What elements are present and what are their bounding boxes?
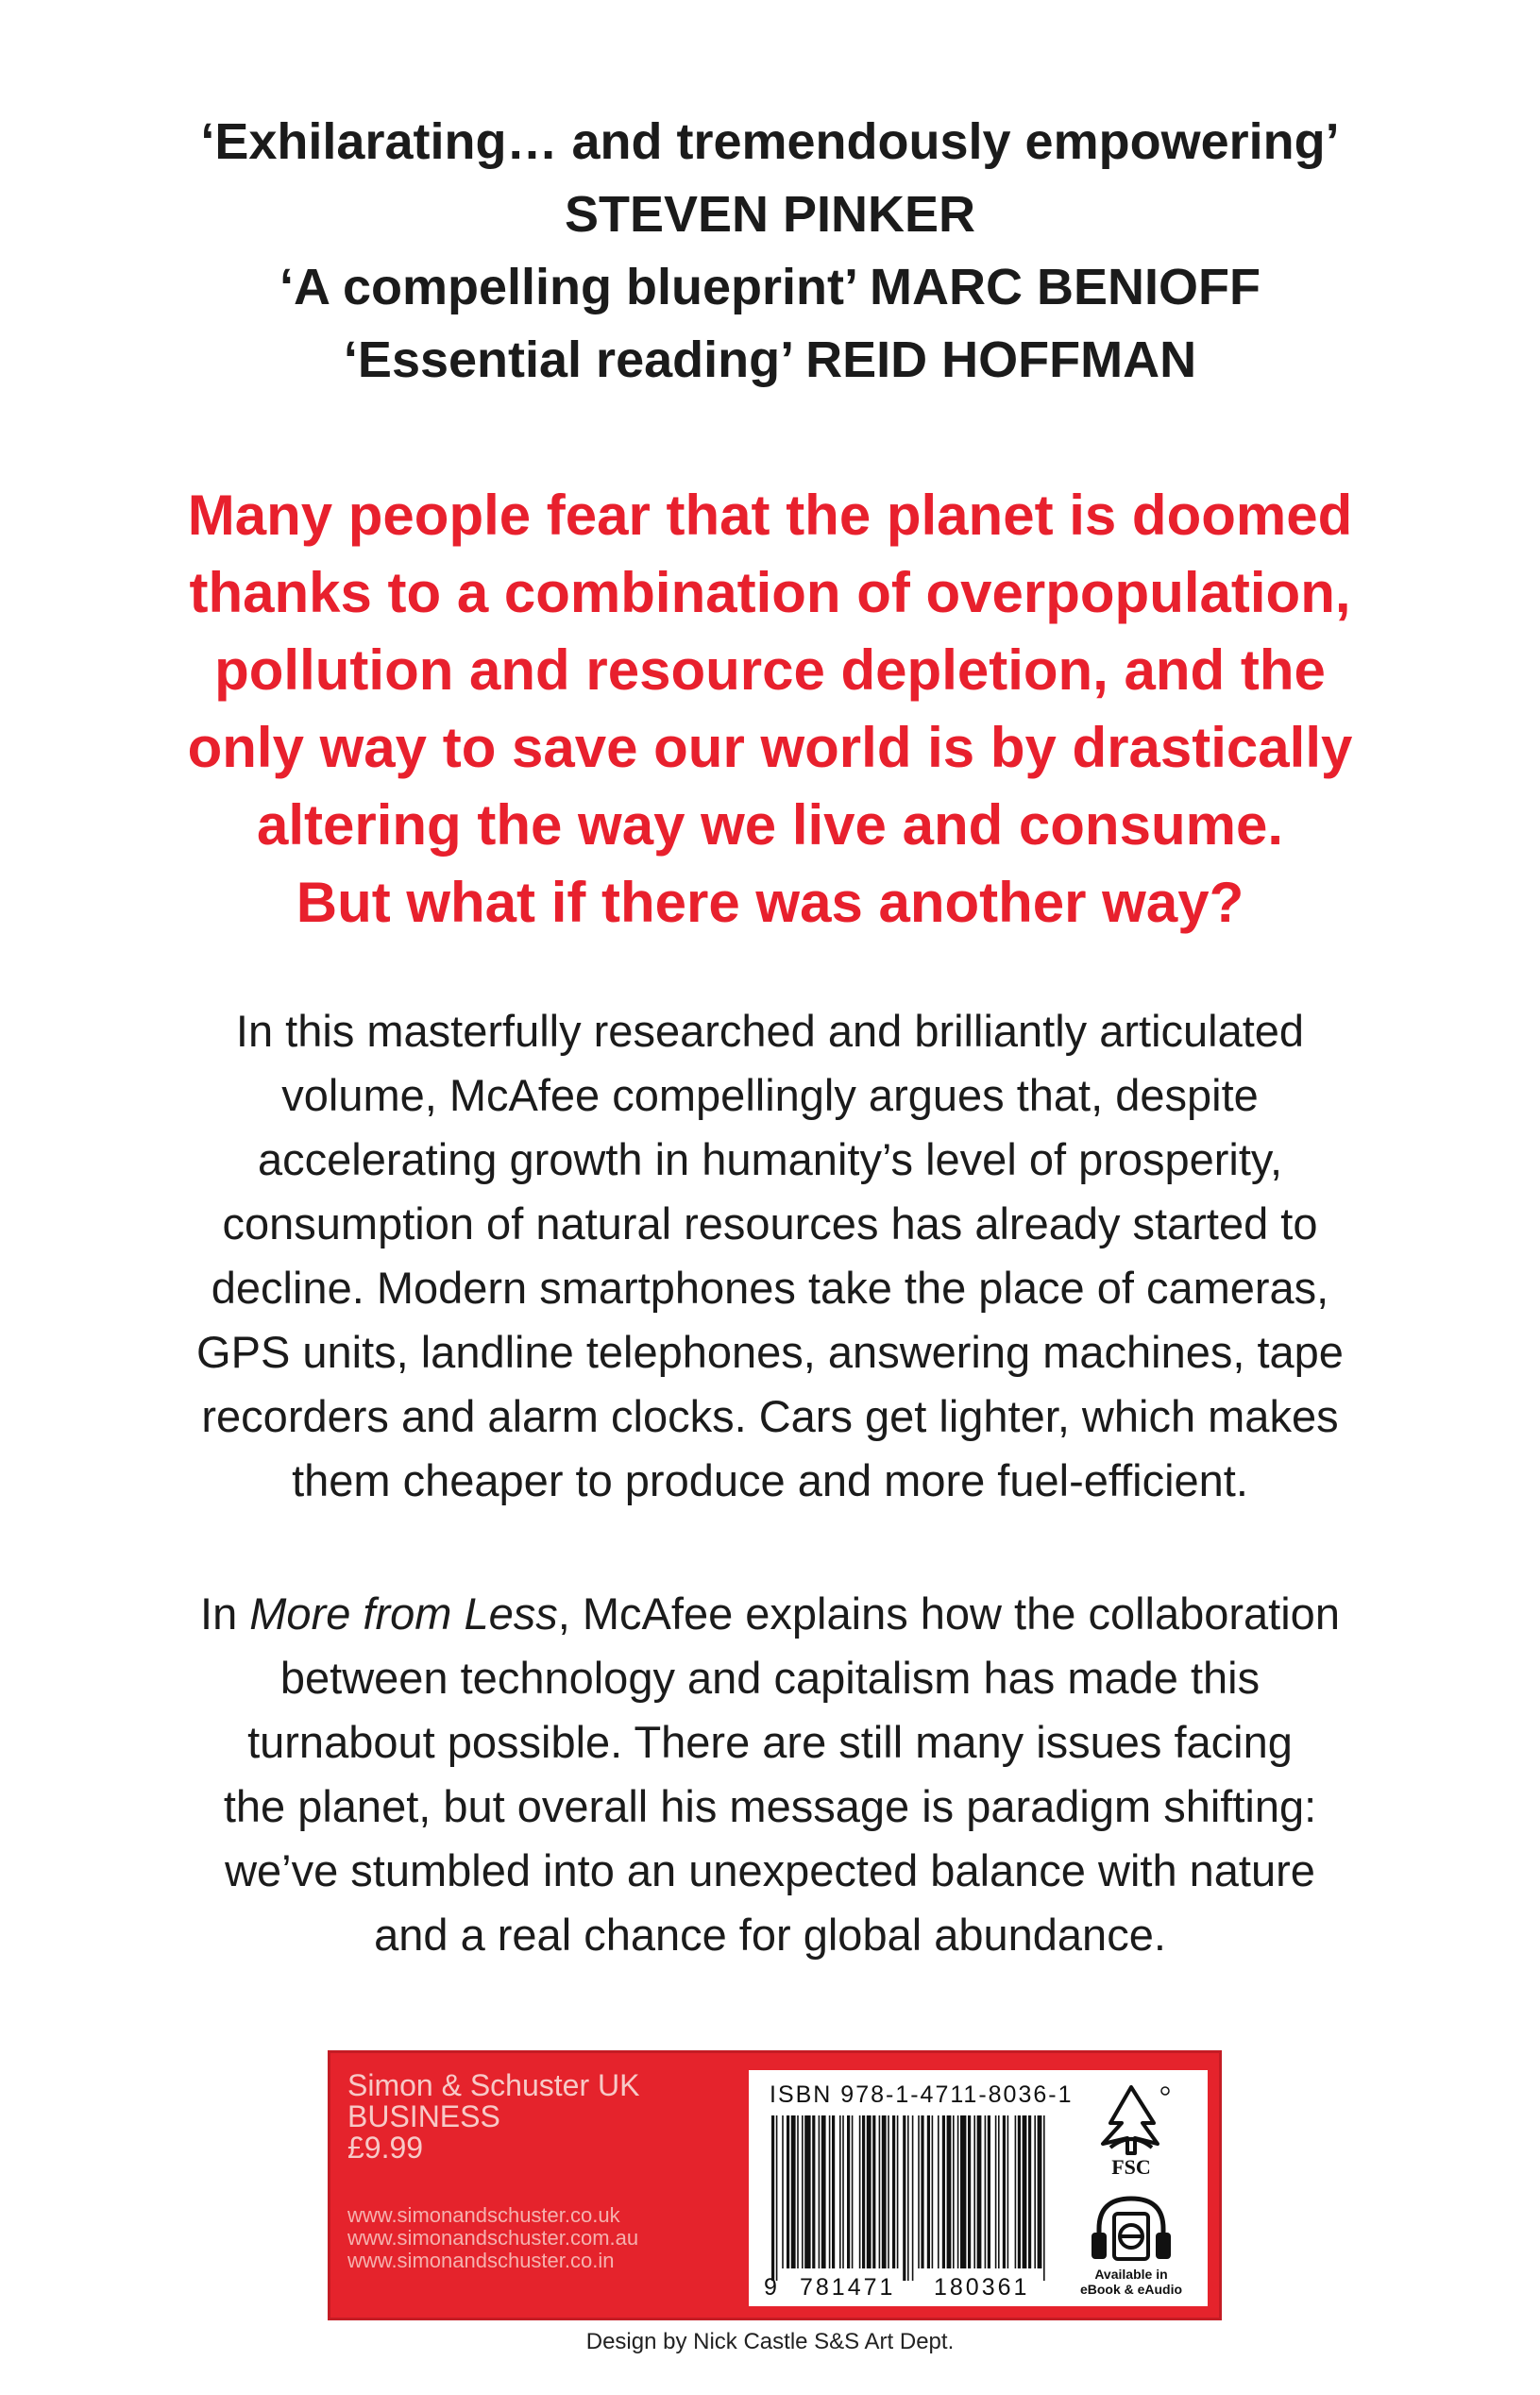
barcode-bar xyxy=(1028,2115,1031,2268)
endorsement-line: ‘A compelling blueprint’ MARC BENIOFF xyxy=(279,259,1261,315)
fsc-tree-icon xyxy=(1075,2081,1188,2157)
barcode-bar xyxy=(842,2115,844,2268)
paragraph-line: consumption of natural resources has already started to xyxy=(222,1198,1318,1248)
isbn-number: ISBN 978-1-4711-8036-1 xyxy=(770,2081,1074,2108)
barcode-bar xyxy=(782,2115,784,2268)
barcode-label xyxy=(749,2070,1208,2306)
barcode-bar xyxy=(1034,2115,1036,2268)
paragraph-line: recorders and alarm clocks. Cars get lighter, which makes xyxy=(201,1391,1339,1441)
publisher-urls xyxy=(347,2204,744,2272)
publisher-name: Simon & Schuster UK xyxy=(347,2068,640,2102)
paragraph-text: In xyxy=(200,1588,250,1639)
barcode-bar xyxy=(907,2115,909,2281)
barcode-bar xyxy=(918,2115,920,2268)
barcode-icon xyxy=(768,2115,1051,2281)
endorsement-line: ‘Essential reading’ REID HOFFMAN xyxy=(343,331,1197,388)
headline-line: pollution and resource depletion, and the xyxy=(214,638,1326,702)
barcode-bar xyxy=(897,2115,899,2268)
barcode-bar xyxy=(953,2115,955,2268)
barcode-bar xyxy=(1038,2115,1042,2268)
barcode-bar xyxy=(1003,2115,1006,2268)
barcode-bar xyxy=(791,2115,796,2268)
publisher-panel xyxy=(328,2050,1222,2320)
paragraph-line: and a real chance for global abundance. xyxy=(374,1910,1166,1960)
barcode-bar xyxy=(847,2115,850,2268)
barcode-bar xyxy=(819,2115,821,2268)
barcode-bar xyxy=(968,2115,971,2268)
ebook-label xyxy=(1075,2267,1188,2297)
barcode-bar xyxy=(812,2115,815,2268)
barcode-bar xyxy=(821,2115,826,2268)
publisher-url: www.simonandschuster.co.uk xyxy=(347,2203,620,2227)
paragraph-line: decline. Modern smartphones take the place of cameras, xyxy=(211,1263,1329,1313)
barcode-bar xyxy=(829,2115,831,2268)
headline-line: But what if there was another way? xyxy=(296,871,1244,934)
paragraph-line: volume, McAfee compellingly argues that, despite xyxy=(281,1070,1259,1120)
ebook-headphones-icon xyxy=(1075,2191,1188,2267)
barcode-bar xyxy=(985,2115,987,2268)
barcode-bar xyxy=(1023,2115,1027,2268)
barcode-bar xyxy=(892,2115,895,2268)
barcode-bar xyxy=(879,2115,881,2268)
barcode-bar xyxy=(862,2115,865,2268)
barcode-bar xyxy=(947,2115,952,2268)
barcode-bar xyxy=(957,2115,959,2268)
imprint-info xyxy=(347,2070,744,2164)
design-credit: Design by Nick Castle S&S Art Dept. xyxy=(585,2329,955,2354)
barcode-bar xyxy=(832,2115,835,2268)
paragraph-line: between technology and capitalism has made this xyxy=(279,1653,1261,1703)
headline-line: only way to save our world is by drastically xyxy=(187,716,1353,779)
barcode-digit-group-left: 781471 xyxy=(800,2274,896,2301)
barcode-digit-group-right: 180361 xyxy=(934,2274,1030,2301)
barcode-bar xyxy=(1007,2115,1009,2268)
barcode-bar xyxy=(921,2115,923,2268)
headline-line: Many people fear that the planet is doomed xyxy=(187,484,1353,547)
barcode-bar xyxy=(802,2115,804,2268)
barcode-digit-first: 9 xyxy=(764,2274,780,2301)
ebook-label-line: eBook & eAudio xyxy=(1079,2282,1183,2297)
description-paragraph-2 xyxy=(0,1582,1540,1967)
paragraph-line: the planet, but overall his message is paradigm shifting: xyxy=(223,1781,1317,1831)
barcode-bar xyxy=(912,2115,914,2281)
endorsements xyxy=(0,106,1540,397)
ebook-badge xyxy=(1075,2191,1188,2304)
barcode-bar xyxy=(960,2115,966,2268)
barcode-bar xyxy=(1043,2115,1045,2281)
paragraph-line: accelerating growth in humanity’s level of prosperity, xyxy=(257,1134,1283,1184)
paragraph-line: turnabout possible. There are still many issues facing xyxy=(247,1717,1293,1767)
barcode-bar xyxy=(977,2115,982,2268)
barcode-bar xyxy=(942,2115,945,2268)
barcode-bar xyxy=(867,2115,872,2268)
book-category: BUSINESS xyxy=(347,2099,500,2133)
barcode-bar xyxy=(973,2115,975,2268)
barcode-bar xyxy=(839,2115,841,2268)
barcode-bar xyxy=(872,2115,875,2268)
paragraph-line: them cheaper to produce and more fuel-efficient. xyxy=(292,1455,1248,1505)
barcode-bar xyxy=(998,2115,1000,2268)
fsc-label: FSC xyxy=(1111,2155,1151,2179)
barcode-bar xyxy=(859,2115,861,2268)
description-paragraph-1 xyxy=(0,999,1540,1513)
barcode-bar xyxy=(852,2115,854,2268)
paragraph-text: , McAfee explains how the collaboration xyxy=(557,1588,1340,1639)
barcode-bar xyxy=(1015,2115,1017,2268)
barcode-bar xyxy=(932,2115,934,2268)
barcode-digits xyxy=(764,2274,1066,2302)
barcode-bar xyxy=(1018,2115,1021,2268)
barcode-bar xyxy=(988,2115,990,2268)
publisher-url: www.simonandschuster.com.au xyxy=(347,2226,639,2250)
paragraph-line: GPS units, landline telephones, answering machines, tape xyxy=(196,1327,1344,1377)
paragraph-line: In this masterfully researched and brilliantly articulated xyxy=(235,1006,1305,1056)
barcode-bar xyxy=(776,2115,778,2281)
barcode-bar xyxy=(787,2115,789,2268)
barcode-bar xyxy=(804,2115,810,2268)
barcode-bar xyxy=(903,2115,905,2281)
publisher-url: www.simonandschuster.co.in xyxy=(347,2249,615,2272)
barcode-bar xyxy=(771,2115,774,2281)
barcode-bar xyxy=(888,2115,889,2268)
endorsement-line: STEVEN PINKER xyxy=(564,186,976,243)
paragraph-line xyxy=(0,1582,1540,1646)
ebook-label-line: Available in xyxy=(1094,2267,1168,2282)
endorsement-line: ‘Exhilarating… and tremendously empowering’ xyxy=(200,113,1340,170)
barcode-bar xyxy=(797,2115,799,2268)
book-title: More from Less xyxy=(249,1588,558,1639)
headline-line: altering the way we live and consume. xyxy=(256,793,1283,857)
headline-blurb xyxy=(0,477,1540,942)
fsc-logo xyxy=(1075,2081,1188,2185)
barcode-bar xyxy=(882,2115,887,2268)
barcode-bar xyxy=(938,2115,939,2268)
paragraph-line: we’ve stumbled into an unexpected balance with nature xyxy=(225,1845,1315,1895)
headline-line: thanks to a combination of overpopulation, xyxy=(189,561,1351,624)
barcode-bar xyxy=(927,2115,930,2268)
price: £9.99 xyxy=(347,2131,424,2165)
barcode-bar xyxy=(995,2115,997,2268)
